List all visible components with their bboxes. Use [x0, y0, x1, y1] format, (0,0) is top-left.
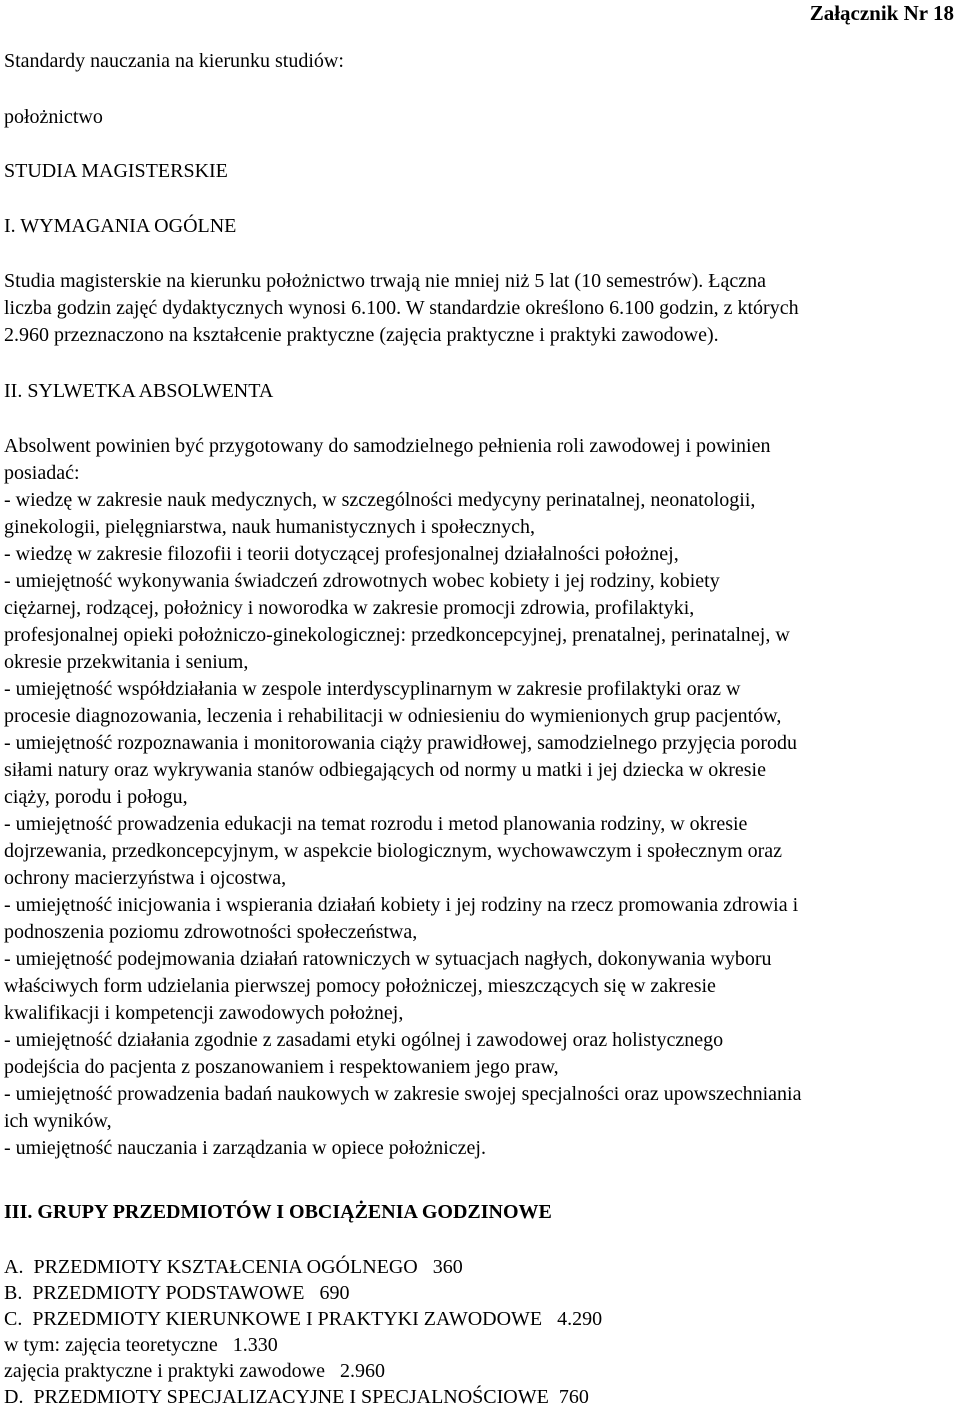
- section2-line: dojrzewania, przedkoncepcyjnym, w aspekcie biologicznym, wychowawczym i społecznym oraz: [4, 840, 783, 862]
- section2-line: siłami natury oraz wykrywania stanów odbiegających od normy u matki i jej dziecka w okresie: [4, 759, 766, 781]
- section2-line: ochrony macierzyństwa i ojcostwa,: [4, 867, 287, 889]
- group-line: zajęcia praktyczne i praktyki zawodowe 2.960: [4, 1360, 385, 1382]
- annex-label: Załącznik Nr 18: [809, 1, 954, 25]
- group-line: B. PRZEDMIOTY PODSTAWOWE 690: [4, 1282, 350, 1304]
- study-level: STUDIA MAGISTERSKIE: [4, 160, 228, 182]
- section2-line: - umiejętność nauczania i zarządzania w opiece położniczej.: [4, 1137, 486, 1159]
- section2-line: ich wyników,: [4, 1110, 112, 1132]
- section2-line: - wiedzę w zakresie filozofii i teorii dotyczącej profesjonalnej działalności położnej,: [4, 543, 679, 565]
- section2-heading: II. SYLWETKA ABSOLWENTA: [4, 380, 274, 402]
- section2-line: procesie diagnozowania, leczenia i rehabilitacji w odniesieniu do wymienionych grup pacjentów,: [4, 705, 782, 727]
- section1-line: Studia magisterskie na kierunku położnictwo trwają nie mniej niż 5 lat (10 semestrów). Łączna: [4, 270, 766, 292]
- section2-line: - umiejętność prowadzenia badań naukowych w zakresie swojej specjalności oraz upowszechniania: [4, 1083, 802, 1105]
- section2-body: [4, 433, 960, 1162]
- section2-line: właściwych form udzielania pierwszej pomocy położniczej, mieszczących się w zakresie: [4, 975, 716, 997]
- section1-line: 2.960 przeznaczono na kształcenie praktyczne (zajęcia praktyczne i praktyki zawodowe).: [4, 324, 719, 346]
- section2-line: posiadać:: [4, 462, 80, 484]
- section2-line: - umiejętność współdziałania w zespole interdyscyplinarnym w zakresie profilaktyki oraz w: [4, 678, 741, 700]
- section2-line: - umiejętność inicjowania i wspierania działań kobiety i jej rodziny na rzecz promowania zdrowia i: [4, 894, 799, 916]
- section2-line: Absolwent powinien być przygotowany do samodzielnego pełnienia roli zawodowej i powinien: [4, 435, 771, 457]
- section3-body: [4, 1254, 960, 1410]
- section3-heading: III. GRUPY PRZEDMIOTÓW I OBCIĄŻENIA GODZINOWE: [4, 1201, 552, 1223]
- section1-line: liczba godzin zajęć dydaktycznych wynosi 6.100. W standardzie określono 6.100 godzin, z których: [4, 297, 799, 319]
- section2-line: kwalifikacji i kompetencji zawodowych położnej,: [4, 1002, 404, 1024]
- section2-line: - wiedzę w zakresie nauk medycznych, w szczególności medycyny perinatalnej, neonatologii,: [4, 489, 756, 511]
- section2-line: profesjonalnej opieki położniczo-ginekologicznej: przedkoncepcyjnej, prenatalnej, perinatalnej, w: [4, 624, 790, 646]
- section1-heading: I. WYMAGANIA OGÓLNE: [4, 215, 237, 237]
- group-line: C. PRZEDMIOTY KIERUNKOWE I PRAKTYKI ZAWODOWE 4.290: [4, 1308, 603, 1330]
- group-line: A. PRZEDMIOTY KSZTAŁCENIA OGÓLNEGO 360: [4, 1256, 463, 1278]
- section2-line: ciężarnej, rodzącej, położnicy i noworodka w zakresie promocji zdrowia, profilaktyki,: [4, 597, 695, 619]
- section2-line: podnoszenia poziomu zdrowotności społeczeństwa,: [4, 921, 418, 943]
- section2-line: - umiejętność działania zgodnie z zasadami etyki ogólnej i zawodowej oraz holistycznego: [4, 1029, 724, 1051]
- section2-line: ciąży, porodu i połogu,: [4, 786, 188, 808]
- section2-line: - umiejętność wykonywania świadczeń zdrowotnych wobec kobiety i jej rodziny, kobiety: [4, 570, 720, 592]
- section2-line: okresie przekwitania i senium,: [4, 651, 249, 673]
- section2-line: - umiejętność podejmowania działań ratowniczych w sytuacjach nagłych, dokonywania wyboru: [4, 948, 772, 970]
- group-line: D. PRZEDMIOTY SPECJALIZACYJNE I SPECJALNOŚCIOWE 760: [4, 1386, 589, 1408]
- section1-body: [4, 268, 960, 349]
- group-line: w tym: zajęcia teoretyczne 1.330: [4, 1334, 278, 1356]
- standards-label: Standardy nauczania na kierunku studiów:: [4, 50, 344, 72]
- section2-line: podejścia do pacjenta z poszanowaniem i respektowaniem jego praw,: [4, 1056, 559, 1078]
- section2-line: - umiejętność rozpoznawania i monitorowania ciąży prawidłowej, samodzielnego przyjęcia porodu: [4, 732, 798, 754]
- field-name: położnictwo: [4, 106, 103, 128]
- section2-line: ginekologii, pielęgniarstwa, nauk humanistycznych i społecznych,: [4, 516, 535, 538]
- section2-line: - umiejętność prowadzenia edukacji na temat rozrodu i metod planowania rodziny, w okresie: [4, 813, 748, 835]
